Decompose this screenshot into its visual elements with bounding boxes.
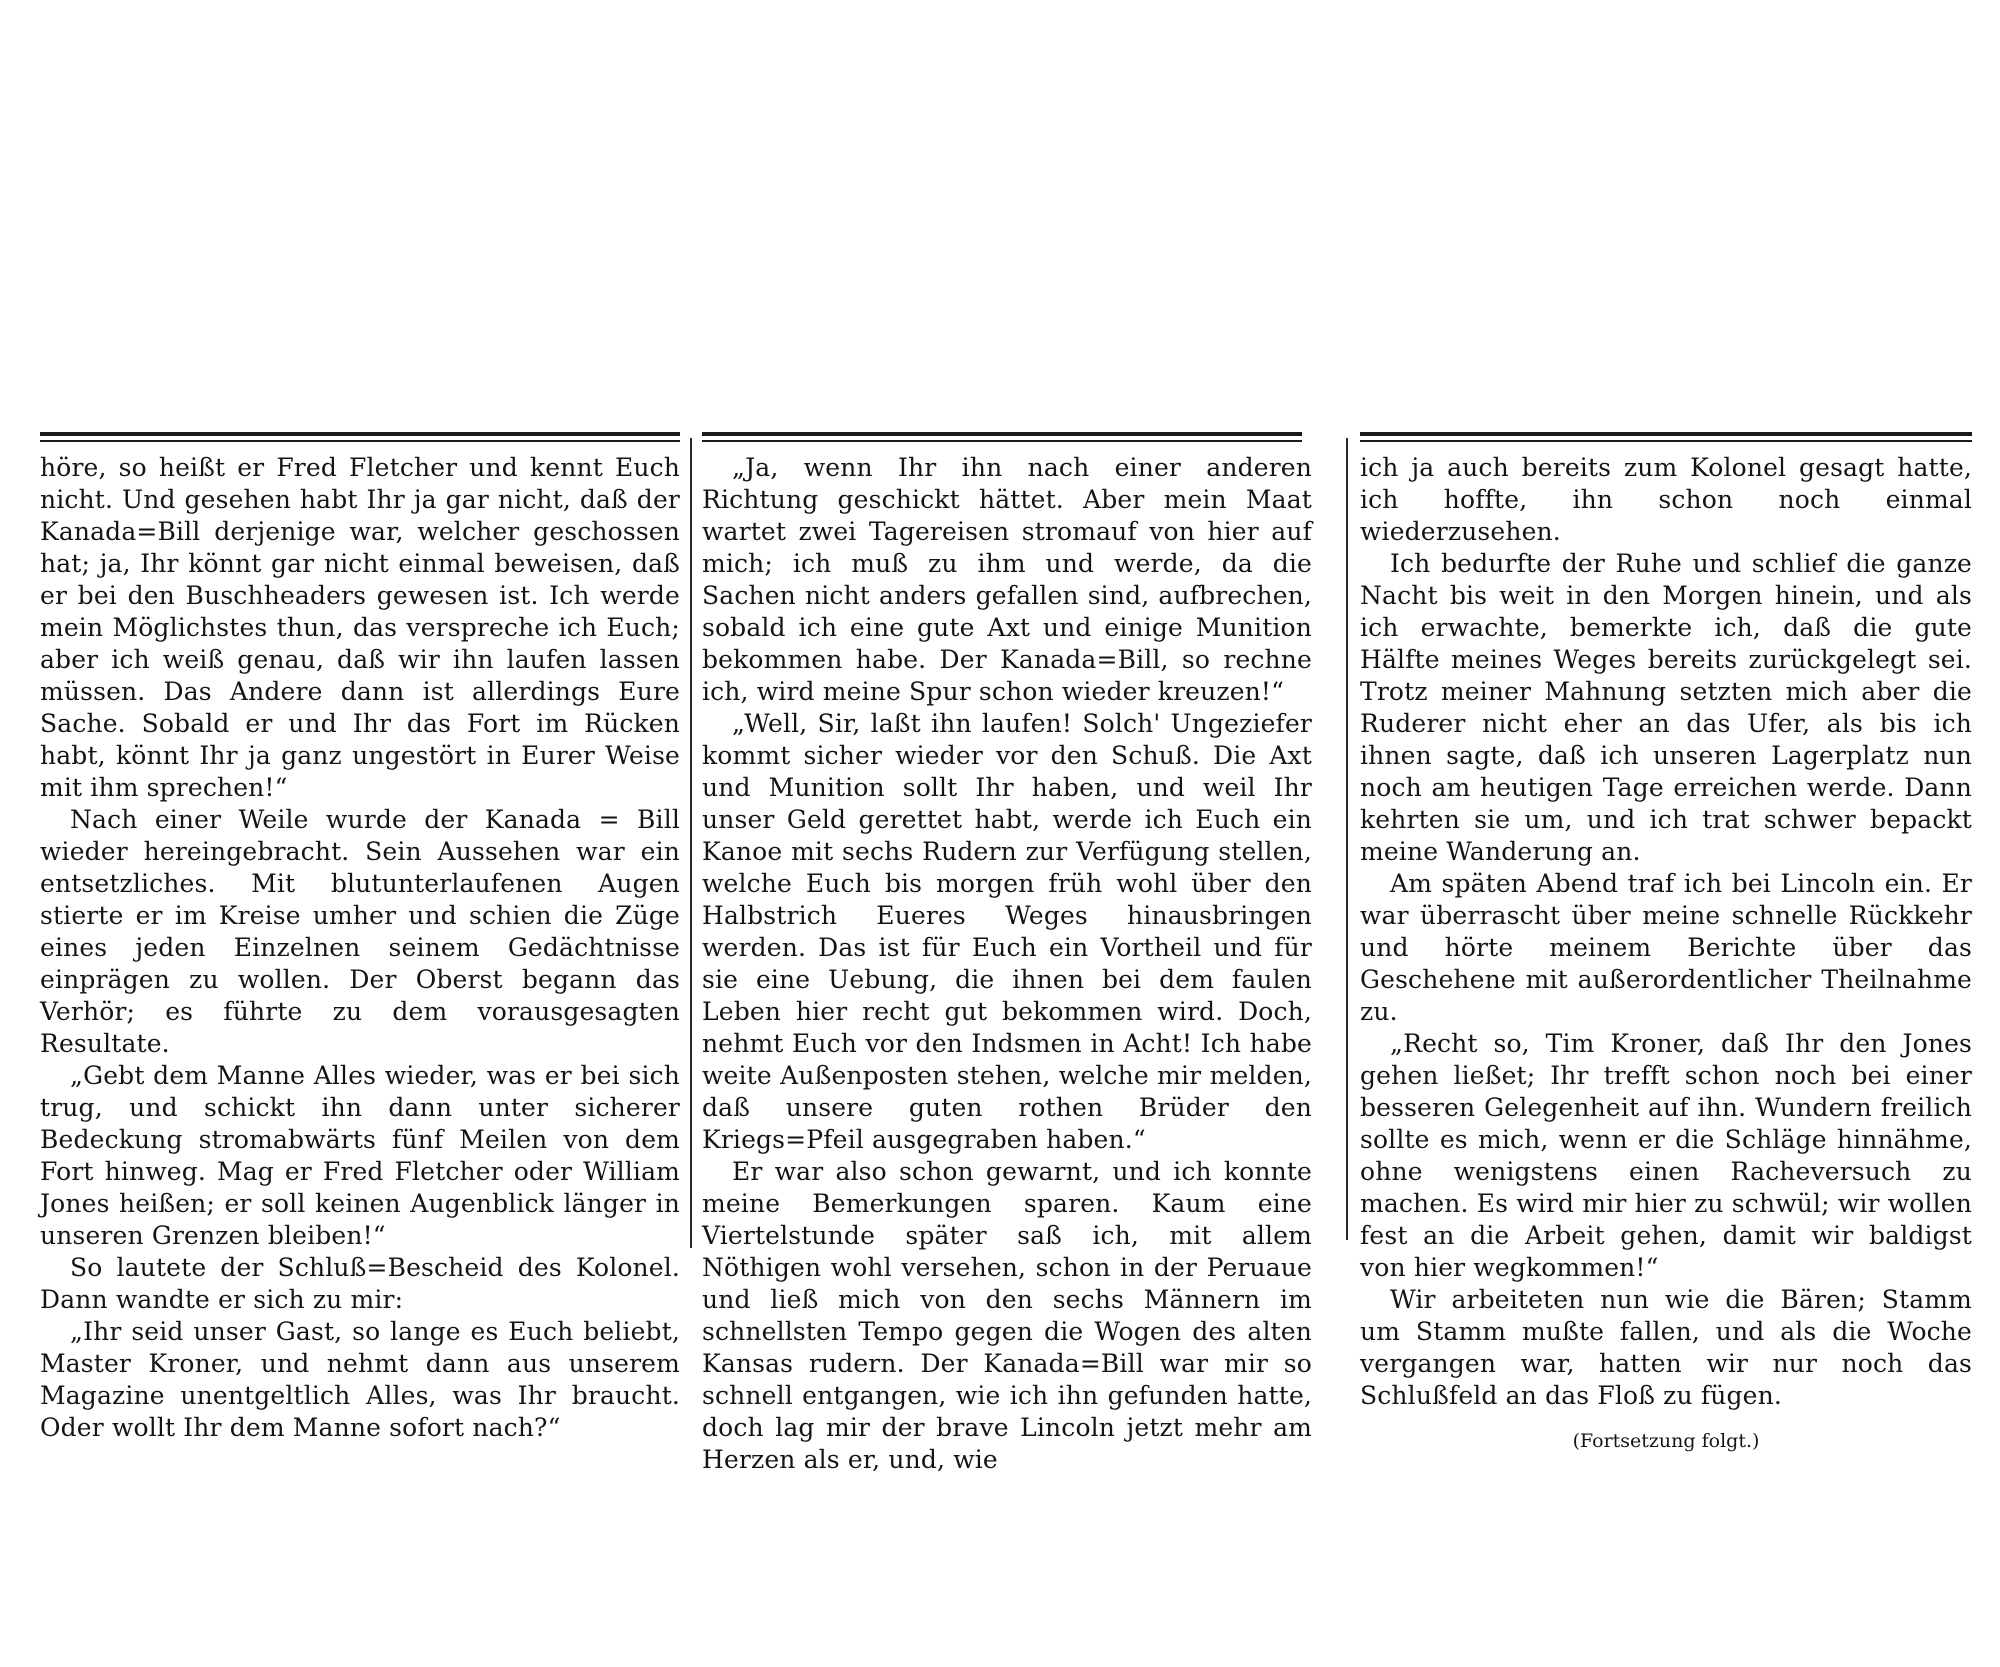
text-column-2 [702,432,1312,1476]
paragraph: ich ja auch bereits zum Kolonel gesagt hatte, ich hoffte, ihn schon noch einmal wiederzusehen. [1360,453,1972,546]
paragraph: Er war also schon gewarnt, und ich konnte meine Bemerkungen sparen. Kaum eine Viertelstunde später saß ich, mit allem Nöthigen wohl versehen, schon in der Peruaue und ließ mich von den sechs Männern im schnellsten Tempo gegen die Wogen des alten Kansas rudern. Der Kanada=Bill war mir so schnell entgangen, wie ich ihn gefunden hatte, doch lag mir der brave Lincoln jetzt mehr am Herzen als er, und, wie [702,1157,1312,1474]
paragraph: „Ihr seid unser Gast, so lange es Euch beliebt, Master Kroner, und nehmt dann aus unserem Magazine unentgeltlich Alles, was Ihr braucht. Oder wollt Ihr dem Manne sofort nach?“ [40,1317,680,1442]
text-column-1 [40,432,680,1444]
column-divider [690,438,692,1248]
paragraph: „Well, Sir, laßt ihn laufen! Solch' Ungeziefer kommt sicher wieder vor den Schuß. Die Axt und Munition sollt Ihr haben, und weil Ihr unser Geld gerettet habt, werde ich Euch ein Kanoe mit sechs Rudern zur Verfügung stellen, welche Euch bis morgen früh wohl über den Halbstrich Eueres Weges hinausbringen werden. Das ist für Euch ein Vortheil und für sie eine Uebung, die ihnen bei dem faulen Leben hier recht gut bekommen wird. Doch, nehmt Euch vor den Indsmen in Acht! Ich habe weite Außenposten stehen, welche mir melden, daß unsere guten rothen Brüder den Kriegs=Pfeil ausgegraben haben.“ [702,709,1312,1154]
paragraph: „Ja, wenn Ihr ihn nach einer anderen Richtung geschickt hättet. Aber mein Maat wartet zwei Tagereisen stromauf von hier auf mich; ich muß zu ihm und werde, da die Sachen nicht anders gefallen sind, aufbrechen, sobald ich eine gute Axt und einige Munition bekommen habe. Der Kanada=Bill, so rechne ich, wird meine Spur schon wieder kreuzen!“ [702,453,1312,706]
text-column-3 [1360,432,1972,1454]
paragraph: „Recht so, Tim Kroner, daß Ihr den Jones gehen ließet; Ihr trefft schon noch bei einer besseren Gelegenheit auf ihn. Wundern freilich sollte es mich, wenn er die Schläge hinnähme, ohne wenigstens einen Racheversuch zu machen. Es wird mir hier zu schwül; wir wollen fest an die Arbeit gehen, damit wir baldigst von hier wegkommen!“ [1360,1029,1972,1282]
paragraph: Ich bedurfte der Ruhe und schlief die ganze Nacht bis weit in den Morgen hinein, und als ich erwachte, bemerkte ich, daß die gute Hälfte meines Weges bereits zurückgelegt sei. Trotz meiner Mahnung setzten mich aber die Ruderer nicht eher an das Ufer, als bis ich ihnen sagte, daß ich unseren Lagerplatz nun noch am heutigen Tage erreichen werde. Dann kehrten sie um, und ich trat schwer bepackt meine Wanderung an. [1360,549,1972,866]
to-be-continued-note: (Fortsetzung folgt.) [1572,1430,1760,1452]
paragraph: höre, so heißt er Fred Fletcher und kennt Euch nicht. Und gesehen habt Ihr ja gar nicht, daß der Kanada=Bill derjenige war, welcher geschossen hat; ja, Ihr könnt gar nicht einmal beweisen, daß er bei den Buschheaders gewesen ist. Ich werde mein Möglichstes thun, das verspreche ich Euch; aber ich weiß genau, daß wir ihn laufen lassen müssen. Das Andere dann ist allerdings Eure Sache. Sobald er und Ihr das Fort im Rücken habt, könnt Ihr ja ganz ungestört in Eurer Weise mit ihm sprechen!“ [40,453,680,802]
column-header-rule [40,432,680,442]
paragraph: Nach einer Weile wurde der Kanada = Bill wieder hereingebracht. Sein Aussehen war ein entsetzliches. Mit blutunterlaufenen Augen stierte er im Kreise umher und schien die Züge eines jeden Einzelnen seinem Gedächtnisse einprägen zu wollen. Der Oberst begann das Verhör; es führte zu dem vorausgesagten Resultate. [40,805,680,1058]
column-header-rule [702,432,1302,442]
column-header-rule [1360,432,1972,442]
paragraph: Wir arbeiteten nun wie die Bären; Stamm um Stamm mußte fallen, und als die Woche vergangen war, hatten wir nur noch das Schlußfeld an das Floß zu fügen. [1360,1285,1972,1410]
paragraph: Am späten Abend traf ich bei Lincoln ein. Er war überrascht über meine schnelle Rückkehr und hörte meinem Berichte über das Geschehene mit außerordentlicher Theilnahme zu. [1360,869,1972,1026]
column-divider [1346,438,1348,1240]
paragraph: So lautete der Schluß=Bescheid des Kolonel. Dann wandte er sich zu mir: [40,1253,680,1314]
paragraph: „Gebt dem Manne Alles wieder, was er bei sich trug, und schickt ihn dann unter sicherer Bedeckung stromabwärts fünf Meilen von dem Fort hinweg. Mag er Fred Fletcher oder William Jones heißen; er soll keinen Augenblick länger in unseren Grenzen bleiben!“ [40,1061,680,1250]
